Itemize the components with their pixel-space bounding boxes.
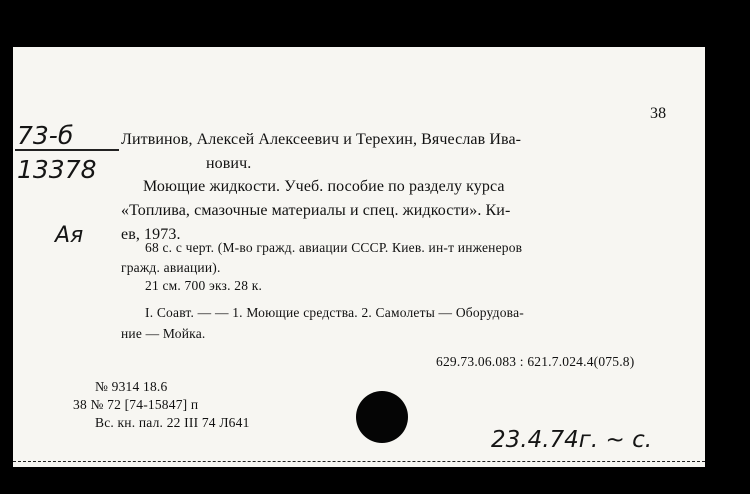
- punch-hole: [356, 391, 408, 443]
- title-line-2: «Топлива, смазочные материалы и спец. жидкости». Ки-: [121, 202, 511, 219]
- description-line-2: гражд. авиации).: [121, 260, 221, 275]
- classification: 629.73.06.083 : 621.7.024.4(075.8): [436, 354, 635, 369]
- subjects-line-2: ние — Мойка.: [121, 326, 206, 341]
- heading-line-2: нович.: [206, 155, 252, 172]
- imprint-line-3: Вс. кн. пал. 22 III 74 Л641: [95, 415, 250, 430]
- description-line-1: 68 с. с черт. (М-во гражд. авиации СССР. Киев. ин-т инженеров: [145, 240, 523, 255]
- heading-line-1: Литвинов, Алексей Алексеевич и Терехин, Вячеслав Ива-: [121, 131, 522, 148]
- page-number: 38: [650, 105, 667, 122]
- handwritten-shelf-bottom: 13378: [17, 155, 97, 184]
- catalog-card: [13, 47, 705, 467]
- handwritten-bottom-note: 23.4.74г. ~ с.: [491, 427, 653, 453]
- bottom-rule: [13, 461, 705, 462]
- imprint-line-2: 38 № 72 [74-15847] п: [73, 397, 199, 412]
- title-line-3: ев, 1973.: [121, 226, 181, 243]
- handwritten-margin-mark: Ая: [55, 223, 84, 248]
- description-line-3: 21 см. 700 экз. 28 к.: [145, 278, 263, 293]
- title-line-1: Моющие жидкости. Учеб. пособие по разделу курса: [143, 178, 505, 195]
- handwritten-shelf-top: 73-б: [17, 121, 74, 150]
- imprint-line-1: № 9314 18.6: [95, 379, 168, 394]
- subjects-line-1: I. Соавт. — — 1. Моющие средства. 2. Самолеты — Оборудова-: [145, 305, 524, 320]
- handwritten-underline: [15, 149, 119, 151]
